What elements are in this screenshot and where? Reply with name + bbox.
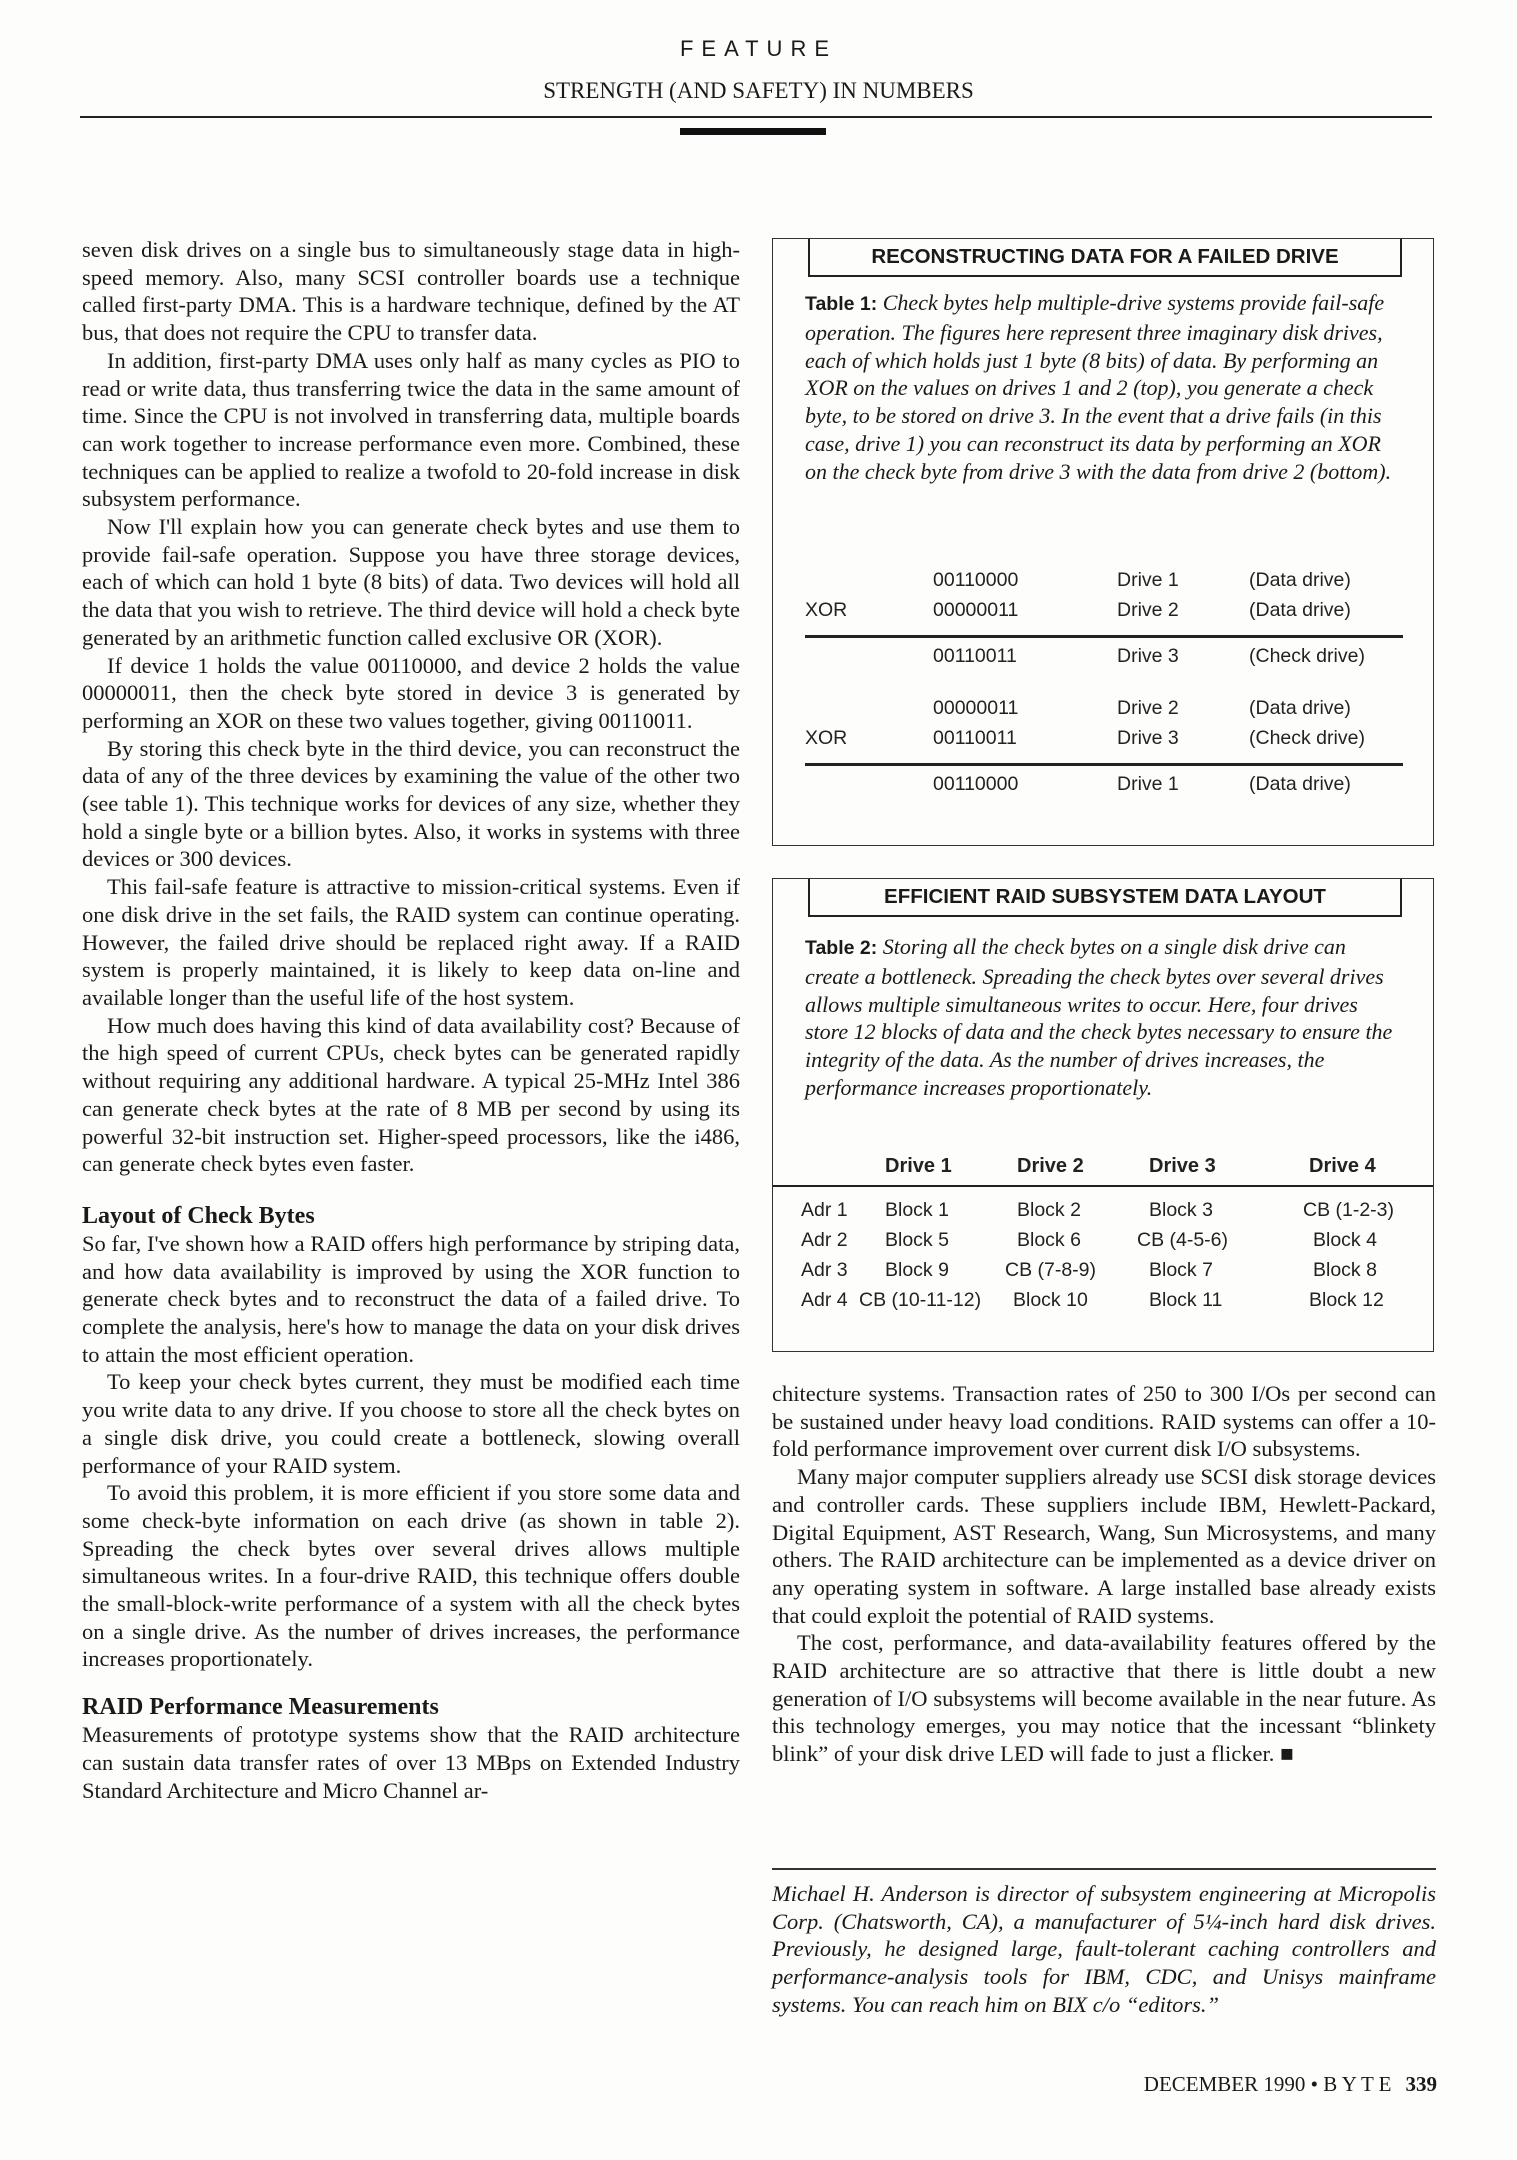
paragraph: This fail-safe feature is attractive to mission-critical systems. Even if one disk drive in the set fails, the RAID system can continue operating. However, the failed drive should be replaced right away. If a RAID system is properly maintained, it is likely to keep data on-line and available longer than the useful life of the host system. [82, 874, 740, 1010]
xor-row [773, 773, 1433, 801]
xor-role: (Data drive) [1249, 773, 1351, 795]
header-accent-bar [680, 128, 826, 135]
paragraph: By storing this check byte in the third device, you can reconstruct the data of any of the three devices by examining the value of the other two (see table 1). This technique works for devices of any size, whether they hold a single byte or a billion bytes. Also, it works in systems with three devices or 300 devices. [82, 735, 740, 872]
table2-cell: Block 9 [885, 1259, 949, 1281]
table1-title: RECONSTRUCTING DATA FOR A FAILED DRIVE [808, 239, 1402, 277]
table2-header: Drive 4 [1309, 1155, 1376, 1177]
paragraph: The cost, performance, and data-availability features offered by the RAID architecture are so attractive that there is little doubt a new generation of I/O subsystems will become available in the near future. As this technology emerges, you may notice that the incessant “blinkety blink” of your disk drive LED will fade to just a flicker. ■ [772, 1630, 1436, 1767]
table2-addr: Adr 4 [801, 1289, 848, 1311]
running-title: STRENGTH (AND SAFETY) IN NUMBERS [543, 78, 974, 103]
table1-box [772, 238, 1434, 846]
header-rule [80, 116, 1432, 118]
paragraph: How much does having this kind of data availability cost? Because of the high speed of current CPUs, check bytes can be generated rapidly without requiring any additional hardware. A typical 25-MHz Intel 386 can generate check bytes at the rate of 8 MB per second by using its powerful 32-bit instruction set. Higher-speed processors, like the i486, can generate check bytes even faster. [82, 1012, 740, 1177]
paragraph: Measurements of prototype systems show that the RAID architecture can sustain data transfer rates of over 13 MBps on Extended Industry Standard Architecture and Micro Channel ar- [82, 1722, 740, 1803]
xor-drive: Drive 3 [1117, 727, 1179, 749]
table2-box [772, 878, 1434, 1352]
xor-row [773, 569, 1433, 597]
section-heading-layout: Layout of Check Bytes [82, 1202, 315, 1229]
paragraph: To avoid this problem, it is more efficient if you store some data and some check-byte information on each drive (as shown in table 2). Spreading the check bytes over several drives allows multiple simultaneous writes. In a four-drive RAID, this technique offers double the small-block-write performance of a system with all the check bytes on a single drive. As the number of drives increases, the performance increases proportionately. [82, 1480, 740, 1672]
xor-drive: Drive 3 [1117, 645, 1179, 667]
table2-cell: Block 7 [1149, 1259, 1213, 1281]
paragraph: chitecture systems. Transaction rates of 250 to 300 I/Os per second can be sustained under heavy load conditions. RAID systems can offer a 10-fold performance improvement over current disk I/O subsystems. [772, 1381, 1436, 1462]
issue-line: DECEMBER 1990 • B Y T E [1143, 2072, 1392, 2096]
xor-op: XOR [805, 727, 848, 749]
xor-value: 00000011 [933, 697, 1019, 719]
xor-value: 00110011 [933, 727, 1017, 749]
sum-rule [805, 763, 1403, 766]
xor-value: 00000011 [933, 599, 1019, 621]
xor-role: (Data drive) [1249, 599, 1351, 621]
xor-role: (Data drive) [1249, 569, 1351, 591]
table2-label: Table 2: [805, 937, 878, 959]
paragraph: Now I'll explain how you can generate check bytes and use them to provide fail-safe operation. Suppose you have three storage devices, each of which can hold 1 byte (8 bits) of data. Two devices will hold all the data that you wish to retrieve. The third device will hold a check byte generated by an arithmetic function called exclusive OR (XOR). [82, 514, 740, 650]
table2-cell: Block 5 [885, 1229, 949, 1251]
paragraph: To keep your check bytes current, they must be modified each time you write data to any drive. If you choose to store all the check bytes on a single disk drive, you could create a bottleneck, slowing overall performance of your RAID system. [82, 1369, 740, 1478]
table2-header: Drive 1 [885, 1155, 952, 1177]
sum-rule [805, 635, 1403, 638]
table2-caption [805, 933, 1405, 1102]
table2-cell: CB (7-8-9) [1005, 1259, 1097, 1281]
table2-cell: Block 2 [1017, 1199, 1081, 1221]
xor-drive: Drive 1 [1117, 569, 1179, 591]
page-footer [1144, 2072, 1437, 2097]
xor-drive: Drive 2 [1117, 697, 1179, 719]
table2-cell: Block 11 [1149, 1289, 1223, 1311]
table2-addr: Adr 2 [801, 1229, 848, 1251]
table2-cell: Block 6 [1017, 1229, 1081, 1251]
bio-rule [772, 1868, 1436, 1870]
right-column [772, 1380, 1436, 1768]
table2-cell: Block 3 [1149, 1199, 1213, 1221]
author-bio: Michael H. Anderson is director of subsystem engineering at Micropolis Corp. (Chatsworth, CA), a manufacturer of 5¼-inch hard disk drives. Previously, he designed large, fault-tolerant caching controllers and performance-analysis tools for IBM, CDC, and Unisys mainframe systems. You can reach him on BIX c/o “editors.” [772, 1881, 1436, 2017]
table2-header: Drive 2 [1017, 1155, 1084, 1177]
xor-value: 00110011 [933, 645, 1017, 667]
xor-role: (Check drive) [1249, 645, 1365, 667]
xor-role: (Check drive) [1249, 727, 1365, 749]
table1-caption-text: Check bytes help multiple-drive systems provide fail-safe operation. The figures here represent three imaginary disk drives, each of which holds just 1 byte (8 bits) of data. By performing an XOR on the values on drives 1 and 2 (top), you generate a check byte, to be stored on drive 3. In the event that a drive fails (in this case, drive 1) you can reconstruct its data by performing an XOR on the check byte from drive 3 with the data from drive 2 (bottom). [805, 290, 1392, 484]
page-number: 339 [1405, 2072, 1437, 2096]
xor-drive: Drive 2 [1117, 599, 1179, 621]
paragraph: If device 1 holds the value 00110000, and device 2 holds the value 00000011, then the check byte stored in device 3 is generated by performing an XOR on these two values together, giving 00110011. [82, 652, 740, 733]
section-label: FEATURE [679, 36, 838, 61]
table2-cell: Block 8 [1313, 1259, 1377, 1281]
section-heading-performance: RAID Performance Measurements [82, 1694, 439, 1721]
table1-caption [805, 289, 1405, 486]
table2-header: Drive 3 [1149, 1155, 1216, 1177]
paragraph: seven disk drives on a single bus to simultaneously stage data in high-speed memory. Also, many SCSI controller boards use a technique called first-party DMA. This is a hardware technique, defined by the AT bus, that does not require the CPU to transfer data. [82, 237, 740, 346]
table2-caption-text: Storing all the check bytes on a single disk drive can create a bottleneck. Spreading the check bytes over several drives allows multiple simultaneous writes to occur. Here, four drives store 12 blocks of data and the check bytes necessary to ensure the integrity of the data. As the number of drives increases, the performance increases proportionately. [805, 934, 1393, 1100]
table2-header-rule [773, 1185, 1433, 1187]
xor-op: XOR [805, 599, 848, 621]
table2-addr: Adr 1 [801, 1199, 848, 1221]
xor-role: (Data drive) [1249, 697, 1351, 719]
table1-label: Table 1: [805, 293, 878, 315]
table2-cell: Block 4 [1313, 1229, 1377, 1251]
paragraph: Many major computer suppliers already use SCSI disk storage devices and controller cards. These suppliers include IBM, Hewlett-Packard, Digital Equipment, AST Research, Wang, Sun Microsystems, and many others. The RAID architecture can be implemented as a device driver on any operating system in software. A large installed base already exists that could exploit the potential of RAID systems. [772, 1464, 1436, 1628]
paragraph: In addition, first-party DMA uses only half as many cycles as PIO to read or write data, thus transferring twice the data in the same amount of time. Since the CPU is not involved in transferring data, multiple boards can work together to increase performance even more. Combined, these techniques can be applied to realize a twofold to 20-fold increase in disk subsystem performance. [82, 347, 740, 512]
xor-row [773, 697, 1433, 725]
table2-cell: Block 10 [1013, 1289, 1088, 1311]
xor-row [773, 599, 1433, 627]
xor-row [773, 727, 1433, 755]
xor-value: 00110000 [933, 569, 1019, 591]
paragraph: So far, I've shown how a RAID offers high performance by striping data, and how data availability is improved by using the XOR function to generate check bytes and to reconstruct the data of a failed drive. To complete the analysis, here's how to manage the data on your disk drives to attain the most efficient operation. [82, 1230, 740, 1367]
table2-cell: CB (4-5-6) [1137, 1229, 1229, 1251]
table2-cell: Block 1 [885, 1199, 949, 1221]
table2-addr: Adr 3 [801, 1259, 848, 1281]
table2-title: EFFICIENT RAID SUBSYSTEM DATA LAYOUT [808, 879, 1402, 917]
table2-cell: CB (1-2-3) [1303, 1199, 1395, 1221]
xor-drive: Drive 1 [1117, 773, 1179, 795]
table2-cell: Block 12 [1309, 1289, 1384, 1311]
table2-cell: CB (10-11-12) [859, 1289, 982, 1311]
xor-value: 00110000 [933, 773, 1019, 795]
left-column [82, 236, 740, 1804]
xor-row [773, 645, 1433, 673]
